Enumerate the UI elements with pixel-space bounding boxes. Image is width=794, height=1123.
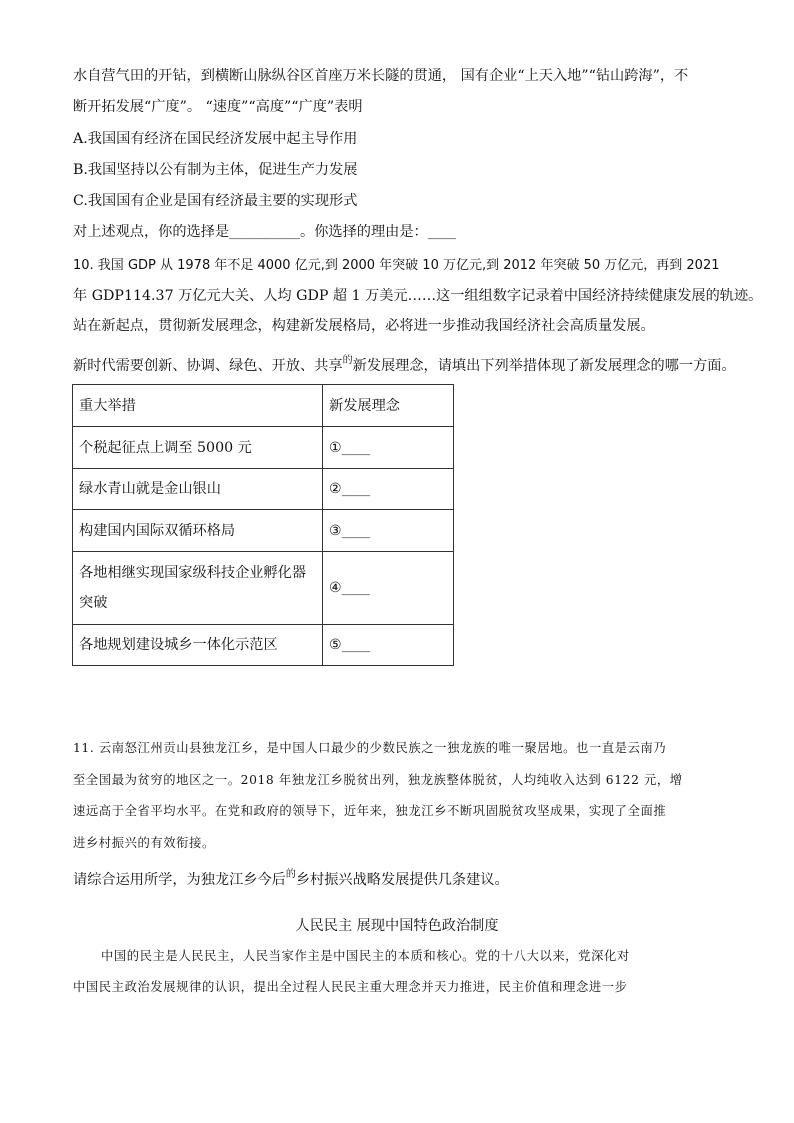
q11-instruction-part-a: 请综合运用所学，为独龙江乡今后 <box>73 872 286 888</box>
table-cell-measure-line-1: 各地相继实现国家级科技企业孵化器 <box>79 565 307 581</box>
q10-instruction-part-b: 新发展理念，请填出下列举措体现了新发展理念的哪一方面。 <box>352 358 736 374</box>
q11-instruction <box>73 870 509 892</box>
table-cell-measure-multiline <box>73 552 323 625</box>
q9-option-b: B.我国坚持以公有制为主体，促进生产力发展 <box>73 162 358 178</box>
q10-text-line-3: 站在新起点，贯彻新发展理念，构建新发展格局，必将进一步推动我国经济社会高质量发展。 <box>73 318 655 334</box>
q9-option-a: A.我国国有经济在国民经济发展中起主导作用 <box>73 131 358 147</box>
table-cell-measure-line-2: 突破 <box>79 595 108 611</box>
table-cell-blank: ④____ <box>323 552 454 625</box>
q11-text-line-1: 11. 云南怒江州贡山县独龙江乡，是中国人口最少的少数民族之一独龙族的唯一聚居地。也一直是云南乃 <box>73 741 667 755</box>
q9-answer-prompt: 对上述观点，你的选择是__________。你选择的理由是：____ <box>73 224 457 240</box>
section-text-line-2: 中国民主政治发展规律的认识，提出全过程人民民主重大理念并天力推进，民主价值和理念进一步 <box>73 980 628 994</box>
q11-instruction-sup: 的 <box>285 869 296 880</box>
table-cell-measure: 构建国内国际双循环格局 <box>73 510 323 552</box>
q11-text-line-4: 进乡村振兴的有效衔接。 <box>73 836 215 850</box>
section-text-line-1: 中国的民主是人民民主，人民当家作主是中国民主的本质和核心。党的十八大以来，党深化对 <box>101 949 630 963</box>
development-concept-table <box>72 384 454 666</box>
q10-instruction-sup: 的 <box>342 355 353 366</box>
q9-text-line-2: 断开拓发展“广度”。 “速度”“高度”“广度”表明 <box>73 99 363 115</box>
table-row <box>73 625 454 666</box>
table-cell-blank: ③____ <box>323 510 454 552</box>
table-row <box>73 552 454 625</box>
table-header-concept: 新发展理念 <box>323 385 454 427</box>
table-cell-measure: 各地规划建设城乡一体化示范区 <box>73 625 323 666</box>
q11-text-line-3: 速远高于全省平均水平。在党和政府的领导下，近年来，独龙江乡不断巩固脱贫攻坚成果，实现了全面推 <box>73 804 667 818</box>
table-cell-measure: 绿水青山就是金山银山 <box>73 469 323 510</box>
q11-text-line-2: 至全国最为贫穷的地区之一。2018 年独龙江乡脱贫出列，独龙族整体脱贫，人均纯收入达到 6122 元，增 <box>73 773 683 787</box>
table-cell-blank: ②____ <box>323 469 454 510</box>
table-header-row <box>73 385 454 427</box>
q10-text-line-1: 10. 我国 GDP 从 1978 年不足 4000 亿元,到 2000 年突破 10 万亿元,到 2012 年突破 50 万亿元，再到 2021 <box>73 258 720 273</box>
section-heading: 人民民主 展现中国特色政治制度 <box>295 918 499 934</box>
table-cell-blank: ⑤____ <box>323 625 454 666</box>
q10-instruction <box>73 356 736 378</box>
q10-text-line-2: 年 GDP114.37 万亿元大关、人均 GDP 超 1 万美元……这一组组数字记录着中国经济持续健康发展的轨迹。 <box>73 288 763 304</box>
table-cell-blank: ①____ <box>323 427 454 469</box>
table-header-measure: 重大举措 <box>73 385 323 427</box>
q10-instruction-part-a: 新时代需要创新、协调、绿色、开放、共享 <box>73 358 343 374</box>
q11-instruction-part-b: 乡村振兴战略发展提供几条建议。 <box>295 872 509 888</box>
table-row <box>73 469 454 510</box>
table-row <box>73 510 454 552</box>
table-row <box>73 427 454 469</box>
q9-text-line-1: 水自营气田的开钻，到横断山脉纵谷区首座万米长隧的贯通， 国有企业“上天入地”“钻山跨海”，不 <box>73 68 689 84</box>
q9-option-c: C.我国国有企业是国有经济最主要的实现形式 <box>73 193 358 209</box>
table-cell-measure: 个税起征点上调至 5000 元 <box>73 427 323 469</box>
